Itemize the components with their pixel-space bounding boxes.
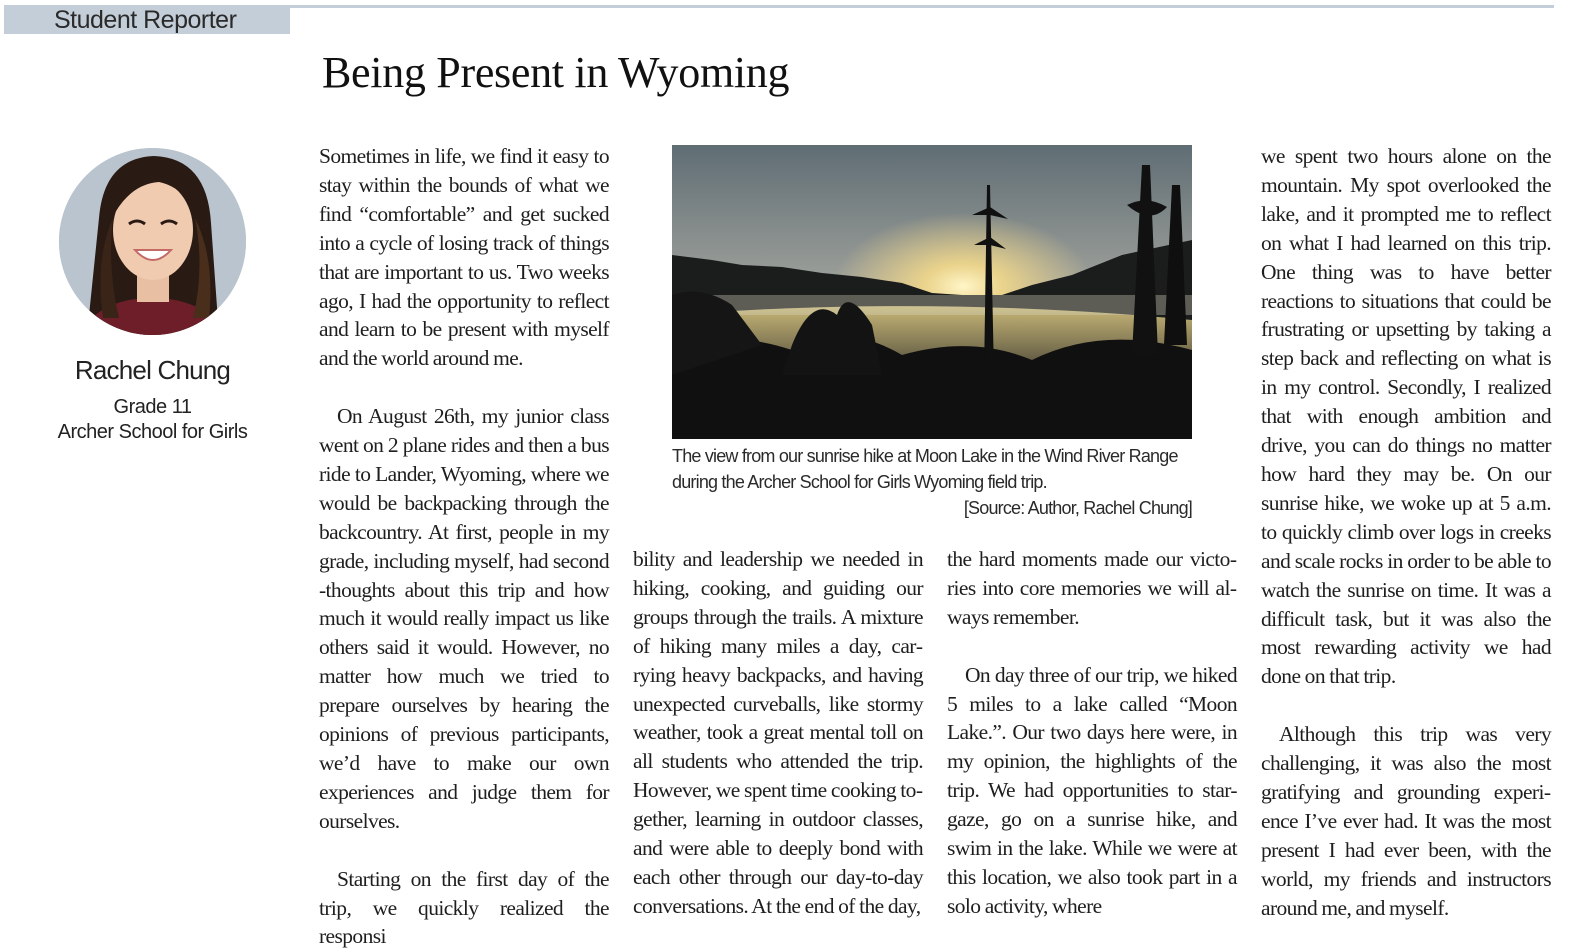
paragraph: Sometimes in life, we find it easy to stay within the bounds of what we find “comfortable” and get sucked into a cycle of losing track of things that are important to us. Two weeks ago, I had the opportunity to reflect and learn to be present with myself and the world around me.	[319, 144, 609, 371]
paragraph: the hard moments made our victories into core memories we will always remember.	[947, 547, 1237, 629]
article-photo	[672, 145, 1192, 439]
paragraph: bility and leadership we needed in hiking, cooking, and guiding our groups through the trails. A mixture of hiking many miles a day, carrying heavy backpacks, and having unexpected curveballs, like stormy weather, took a great mental toll on all students who attended the trip. However, we spent time cooking together, learning in outdoor classes, and were able to deeply bond with each other through our day-to-day conversations. At the end of the day,	[633, 547, 923, 918]
paragraph: On day three of our trip, we hiked 5 miles to a lake called “Moon Lake.”. Our two days here were, in my opinion, the highlights of the trip. We had opportunities to star-gaze, go on a sunrise hike, and swim in the lake. While we were at this location, we also took part in a solo activity, where	[947, 662, 1237, 918]
article-column-3	[947, 545, 1237, 921]
author-photo	[59, 148, 246, 335]
author-school: Archer School for Girls	[57, 421, 248, 443]
article-column-4	[1261, 142, 1551, 922]
paragraph: Starting on the first day of the trip, we quickly realized the responsi	[319, 866, 609, 949]
caption-text: The view from our sunrise hike at Moon Lake in the Wind River Range during the Archer School for Girls Wyoming field trip.	[672, 446, 1178, 492]
article-column-2	[633, 545, 923, 921]
paragraph: Although this trip was very challenging, it was also the most gratifying and grounding experience I’ve ever had. It was the most present I had ever been, with the world, my friends and instructors around me, and myself.	[1261, 722, 1551, 920]
photo-caption	[672, 443, 1192, 521]
paragraph: On August 26th, my junior class went on 2 plane rides and then a bus ride to Lander, Wyoming, where we would be backpacking through the backcountry. At first, people in my grade, including myself, had second -thoughts about this trip and how much it would really impact us like others said it would. However, no matter how much we tried to prepare ourselves by hearing the opinions of previous participants, we’d have to make our own experiences and judge them for ourselves.	[319, 404, 609, 833]
photo-source: [Source: Author, Rachel Chung]	[963, 498, 1192, 518]
article-headline: Being Present in Wyoming	[322, 48, 790, 97]
author-grade: Grade 11	[113, 396, 192, 418]
author-name: Rachel Chung	[74, 355, 231, 385]
paragraph: we spent two hours alone on the mountain. My spot overlooked the lake, and it prompted me to reflect on what I had learned on this trip. One thing was to have better reactions to situations that could be frustrating or upsetting by taking a step back and reflecting on what is in my control. Secondly, I realized that with enough ambition and drive, you can do things no matter how hard they may be. On our sunrise hike, we woke up at 5 a.m. to quickly climb over logs in creeks and scale rocks in order to be able to watch the sunrise on time. It was a difficult task, but it was also the most rewarding activity we had done on that trip.	[1261, 144, 1551, 689]
article-column-1	[319, 142, 609, 951]
section-label: Student Reporter	[4, 5, 290, 34]
